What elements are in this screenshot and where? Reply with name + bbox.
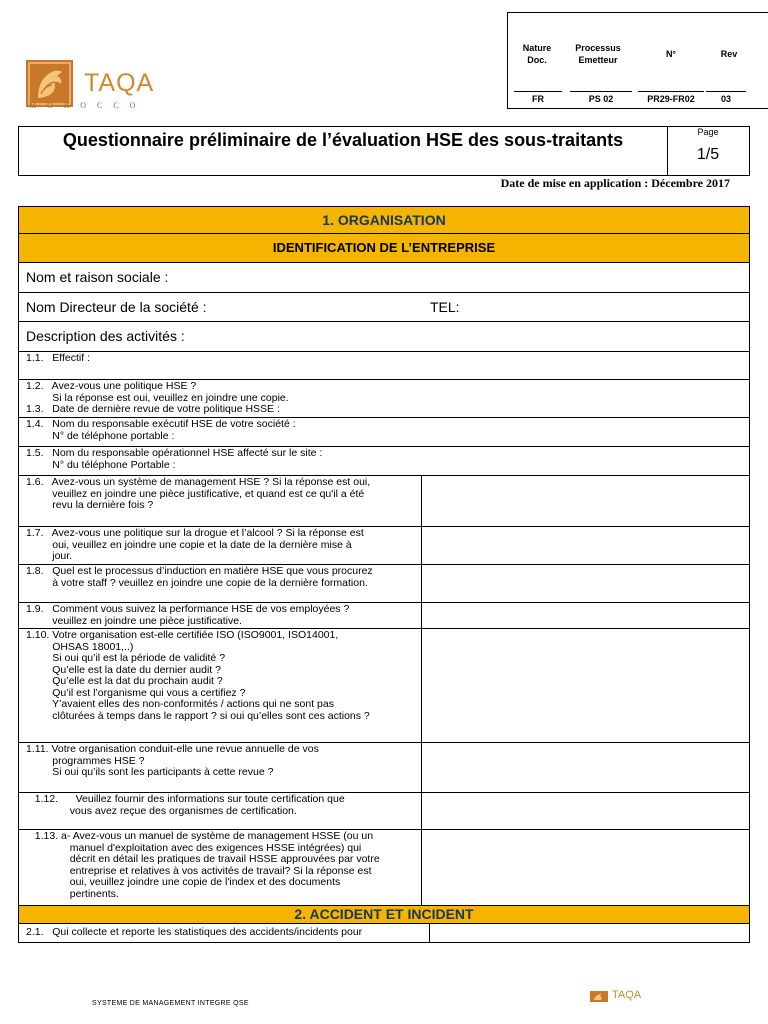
- answer-divider: [421, 476, 422, 526]
- logo-subtitle: MOROCCO: [29, 101, 147, 110]
- question-text: 1.6. Avez-vous un système de management HSE ? Si la réponse est oui, veuillez en joindre une pièce justificative, et quand est ce qu'il a été revu la dernière fois ?: [26, 476, 371, 511]
- question-row[interactable]: [18, 565, 750, 603]
- question-row[interactable]: [18, 418, 750, 447]
- field-row-director[interactable]: [18, 293, 750, 322]
- question-row[interactable]: [18, 352, 750, 380]
- answer-divider: [421, 629, 422, 742]
- field-label-director: Nom Directeur de la société :: [26, 299, 207, 315]
- answer-divider: [421, 743, 422, 792]
- question-row[interactable]: [18, 476, 750, 527]
- title-box: [18, 126, 750, 176]
- answer-divider: [421, 603, 422, 628]
- doc-info-header-processus: Processus Emetteur: [575, 43, 621, 65]
- question-row[interactable]: [18, 793, 750, 830]
- question-row[interactable]: [18, 527, 750, 565]
- question-row[interactable]: [18, 924, 750, 943]
- application-date: Date de mise en application : Décembre 2017: [500, 176, 730, 190]
- page-title: Questionnaire préliminaire de l’évaluation HSE des sous-traitants: [62, 130, 624, 150]
- field-label-description: Description des activités :: [26, 328, 185, 344]
- question-row[interactable]: [18, 830, 750, 906]
- footer-logo-emblem-icon: [590, 991, 608, 1002]
- question-text: 1.7. Avez-vous une politique sur la drogue et l’alcool ? Si la réponse est oui, veuillez en joindre une copie et la date de la dernière mise à jour.: [26, 527, 364, 562]
- question-row[interactable]: [18, 447, 750, 476]
- question-text: 1.2. Avez-vous une politique HSE ? Si la réponse est oui, veuillez en joindre une copie. 1.3. Date de dernière revue de votre politique HSSE :: [26, 380, 289, 415]
- doc-info-value-processus: PS 02: [588, 94, 614, 104]
- divider: [706, 91, 746, 92]
- page-label: Page: [697, 127, 719, 137]
- question-row[interactable]: [18, 380, 750, 418]
- doc-info-value-rev: 03: [720, 94, 731, 104]
- divider: [514, 91, 562, 92]
- footer-logo: [590, 990, 660, 1006]
- field-row-description[interactable]: [18, 322, 750, 352]
- question-text: 1.1. Effectif :: [26, 352, 91, 364]
- divider: [570, 91, 632, 92]
- divider: [638, 91, 704, 92]
- field-label-tel: TEL:: [430, 299, 460, 315]
- logo-wordmark: TAQA: [84, 69, 155, 97]
- field-row-company-name[interactable]: [18, 263, 750, 293]
- footer-logo-wordmark: TAQA: [612, 989, 642, 1001]
- question-text: 1.4. Nom du responsable exécutif HSE de votre société : N° de téléphone portable :: [26, 418, 296, 442]
- question-row[interactable]: [18, 743, 750, 793]
- answer-divider: [421, 830, 422, 905]
- answer-divider: [429, 924, 430, 942]
- question-text: 1.10. Votre organisation est-elle certifiée ISO (ISO9001, ISO14001, OHSAS 18001,..) Si oui qu’il est la période de validité ? Qu’elle est la date du dernier audit ? Qu’elle est la dat du prochain audit ? Qu’il est l’organisme qui vous a certifiez ? Y’avaient elles des non-conformités / actions qui ne sont pas clôturées à temps dans le rapport ? si oui qu’elles sont ces actions ?: [26, 629, 370, 722]
- question-row[interactable]: [18, 629, 750, 743]
- question-text: 1.11. Votre organisation conduit-elle une revue annuelle de vos programmes HSE ? Si oui qu’ils sont les participants à cette revue ?: [26, 743, 319, 778]
- questionnaire-table: [18, 206, 750, 943]
- page-number-cell: [667, 126, 752, 176]
- doc-info-header-number: N°: [665, 49, 677, 59]
- field-label-company-name: Nom et raison sociale :: [26, 269, 169, 285]
- question-text: 1.8. Quel est le processus d’induction en matière HSE que vous procurez à votre staff ? veuillez en joindre une copie de la dernière formation.: [26, 565, 373, 589]
- question-text: 1.13. a- Avez-vous un manuel de système de management HSSE (ou un manuel d'exploitation avec des exigences HSSE intégrées) qui décrit en détail les pratiques de travail HSSE approuvées par votre entreprise et relatives à vos activités de travail? Si la réponse est oui, veuillez joindre une copie de l'index et des documents pertinents.: [34, 830, 380, 900]
- doc-info-value-nature: FR: [532, 94, 544, 104]
- doc-info-header-nature: Nature Doc.: [522, 43, 552, 65]
- taqa-logo: [26, 58, 176, 114]
- section-subheader-identification: IDENTIFICATION DE L’ENTREPRISE: [18, 234, 750, 263]
- footer-system-label: SYSTEME DE MANAGEMENT INTEGRE QSE: [92, 1000, 249, 1007]
- section-header-organisation: 1. ORGANISATION: [18, 206, 750, 234]
- horse-emblem-icon: [26, 60, 73, 107]
- doc-info-value-number: PR29-FR02: [647, 94, 695, 104]
- answer-divider: [421, 793, 422, 829]
- question-row[interactable]: [18, 603, 750, 629]
- section-header-accident: 2. ACCIDENT ET INCIDENT: [18, 906, 750, 924]
- document-info-box: [507, 12, 768, 109]
- page-number: 1/5: [696, 146, 720, 163]
- question-text: 2.1. Qui collecte et reporte les statistiques des accidents/incidents pour: [26, 926, 363, 938]
- answer-divider: [421, 527, 422, 564]
- doc-info-header-rev: Rev: [720, 49, 738, 59]
- question-text: 1.12. Veuillez fournir des informations sur toute certification que vous avez reçue des organismes de certification.: [34, 793, 345, 817]
- question-text: 1.5. Nom du responsable opérationnel HSE affecté sur le site : N° du téléphone Portable :: [26, 447, 323, 471]
- answer-divider: [421, 565, 422, 602]
- question-text: 1.9. Comment vous suivez la performance HSE de vos employées ? veuillez en joindre une pièce justificative.: [26, 603, 350, 627]
